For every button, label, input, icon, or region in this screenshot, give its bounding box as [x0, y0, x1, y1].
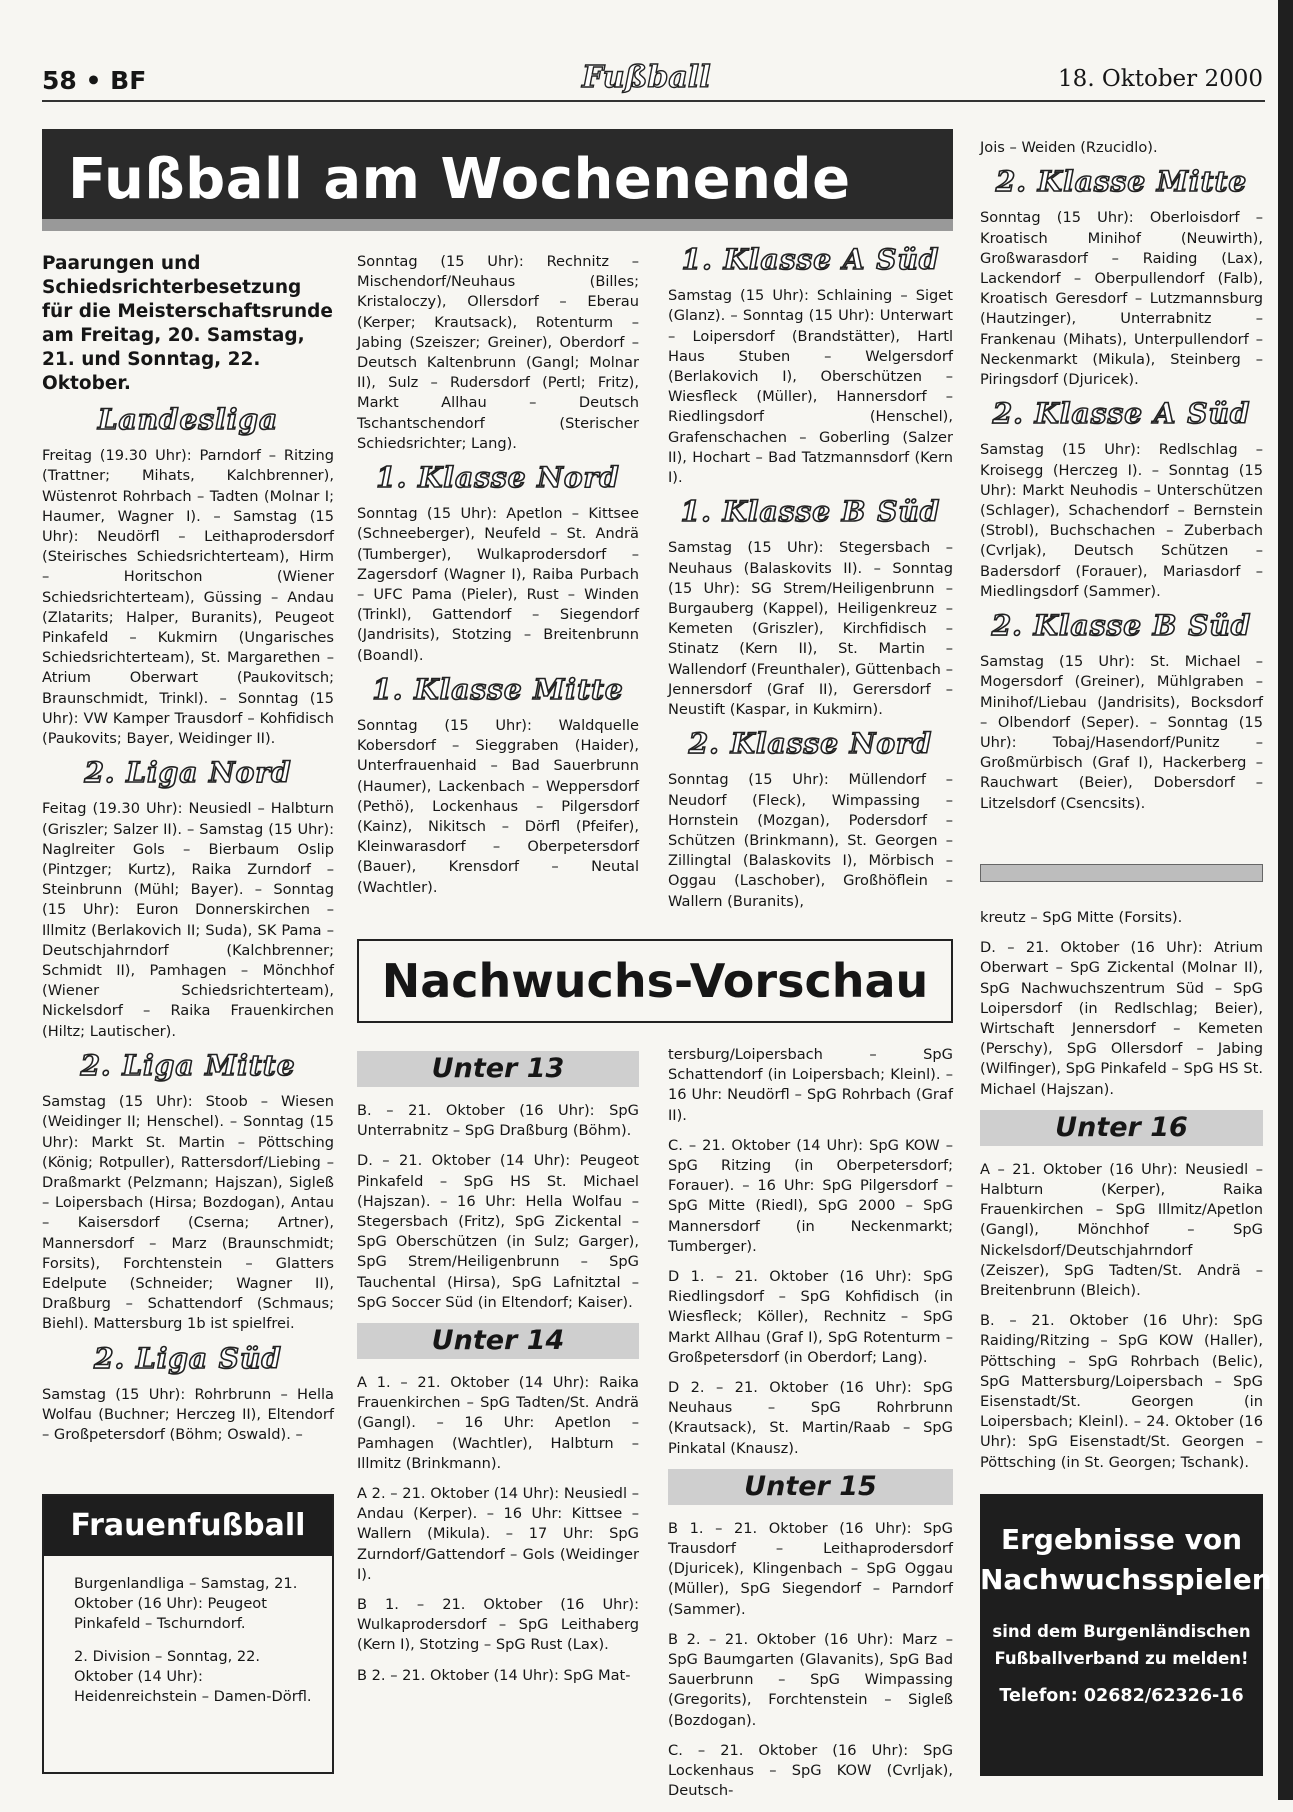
unter15-paragraph: B 2. – 21. Oktober (16 Uhr): Marz – SpG Baumgarten (Glavanits), SpG Bad Sauerbrunn – SpG Wimpassing (Gregorits), Forchtenstein – Sigleß (Bozdogan).	[668, 1630, 953, 1729]
landesliga-text: Freitag (19.30 Uhr): Parndorf – Ritzing (Trattner; Mihats, Kalchbrenner), Wüstenrot Rohrbach – Tadten (Molnar I; Haumer, Wagner I). – Samstag (15 Uhr): Neudörfl – Leithaprodersdorf (Steirisches Schiedsrichterteam), Hirm – Horitschon (Wiener Schiedsrichterteam), Güssing – Andau (Zlatarits; Halper, Buranits), Peugeot Pinkafeld – Kukmirn (Ungarisches Schiedsrichterteam), St. Margarethen – Atrium Oberwart (Paukovitsch; Braunschmidt, Trinkl). – Sonntag (15 Uhr): VW Kamper Trausdorf – Kohfidisch (Paukovits; Bayer, Weidinger II).	[42, 447, 334, 748]
unter16-paragraph: B. – 21. Oktober (16 Uhr): SpG Raiding/Ritzing – SpG KOW (Haller), Pöttsching – SpG Rohrbach (Belic), SpG Mattersburg/Loipersbach – SpG Eisenstadt/St. Georgen (in Loipersbach; Kleinl). – 24. Oktober (16 Uhr): SpG Eisenstadt/St. Georgen – Pöttsching (in St. Georgen; Tschank).	[980, 1312, 1263, 1471]
heading-1-klasse-nord: 1. Klasse Nord	[376, 461, 620, 495]
klasse2-a-sued-text: Samstag (15 Uhr): Redlschlag – Kroisegg (Herczeg I). – Sonntag (15 Uhr): Markt Neuhodis – Unterschützen (Schlager), Schachendorf – Bernstein (Strobl), Buchschachen – Zuberbach (Cvrljak), Deutsch Schützen – Badersdorf (Forauer), Mariasdorf – Miedlingsdorf (Sammer).	[980, 441, 1263, 600]
heading-2-klasse-a-sued: 2. Klasse A Süd	[992, 397, 1251, 431]
heading-1-klasse-b-sued: 1. Klasse B Süd	[680, 495, 941, 529]
column-1	[42, 252, 334, 1455]
heading-unter-15: Unter 15	[668, 1469, 953, 1505]
banner-title	[42, 129, 953, 231]
nachwuchs-column-4	[980, 908, 1263, 1483]
divider-bar	[980, 864, 1263, 882]
heading-1-klasse-mitte: 1. Klasse Mitte	[372, 672, 624, 706]
col2-top-text: Sonntag (15 Uhr): Rechnitz – Mischendorf/Neuhaus (Billes; Kristaloczy), Ollersdorf – Eberau (Kerper; Krautsack), Rotenturm – Jabing (Szeiszer; Greiner), Oberdorf – Deutsch Kaltenbrunn (Gangl; Molnar II), Sulz – Rudersdorf (Pertl; Fritz), Markt Allhau – Deutsch Tschantschendorf (Sterischer Schiedsrichter; Lang).	[357, 253, 639, 452]
heading-2-liga-mitte: 2. Liga Mitte	[80, 1048, 296, 1082]
frauen-paragraph: Burgenlandliga – Samstag, 21. Oktober (16 Uhr): Peugeot Pinkafeld – Tschurndorf.	[74, 1575, 298, 1633]
unter15-paragraph: C. – 21. Oktober (16 Uhr): SpG Lockenhaus – SpG KOW (Cvrljak), Deutsch-	[668, 1741, 953, 1800]
unter16-paragraph: A – 21. Oktober (16 Uhr): Neusiedl – Halbturn (Kerper), Raika Frauenkirchen – SpG Illmitz/Apetlon (Gangl), Mönchhof – SpG Nickelsdorf/Deutschjahrndorf (Zeiszer), SpG Tadten/St. Andrä – Breitenbrunn (Bleich).	[980, 1160, 1263, 1300]
liga2-mitte-text: Samstag (15 Uhr): Stoob – Wiesen (Weidinger II; Henschel). – Sonntag (15 Uhr): Markt St. Martin – Pöttsching (König; Rotpuller), Rattersdorf/Liebing – Draßmarkt (Pelzmann; Hajszan), Sigleß – Loipersbach (Hirsa; Bozdogan), Antau – Kaisersdorf (Cserna; Artner), Mannersdorf – Marz (Braunschmidt; Forsits), Forchtenstein – Glatters Edelpute (Schneider; Wagner II), Draßburg – Schattendorf (Schmaus; Biehl). Mattersburg 1b ist spielfrei.	[42, 1093, 334, 1333]
column-2-upper	[357, 252, 639, 908]
banner-title-text: Fußball am Wochenende	[68, 147, 851, 212]
col4-top-text: Jois – Weiden (Rzucidlo).	[980, 139, 1158, 156]
klasse1-b-sued-text: Samstag (15 Uhr): Stegersbach – Neuhaus (Balaskovits II). – Sonntag (15 Uhr): SG Strem/Heiligenbrunn – Burgauberg (Kappel), Heiligenkreuz – Kemeten (Griszler), Kirchfidisch – Stinatz (Kern II), St. Martin – Wallendorf (Freunthaler), Güttenbach – Jennersdorf (Graf II), Gerersdorf – Neustift (Kaspar, in Kukmirn).	[668, 539, 953, 719]
col3-paragraph: C. – 21. Oktober (14 Uhr): SpG KOW – SpG Ritzing (in Oberpetersdorf; Forauer). – 16 Uhr: SpG Pilgersdorf – SpG Mitte (Riedl), SpG 2000 – SpG Mannersdorf (in Neckenmarkt; Tumberger).	[668, 1136, 953, 1255]
heading-landesliga: Landesliga	[97, 403, 279, 436]
header-rule	[42, 100, 1265, 102]
intro-text: Paarungen und Schiedsrichterbesetzung für die Meisterschaftsrunde am Freitag, 20. Samstag, 21. und Sonntag, 22. Oktober.	[42, 253, 333, 394]
nachwuchs-column-3	[668, 1045, 953, 1812]
heading-unter-13: Unter 13	[357, 1051, 639, 1087]
ergebnisse-box	[980, 1494, 1272, 1776]
unter13-paragraph: D. – 21. Oktober (14 Uhr): Peugeot Pinkafeld – SpG HS St. Michael (Hajszan). – 16 Uhr: Hella Wolfau – Stegersbach (Fritz), SpG Zickental – SpG Oberschützen (in Sulz; Garger), SpG Strem/Heiligenbrunn – SpG Tauchental (Hirsa), SpG Lafnitztal – SpG Soccer Süd (in Eltendorf; Kaiser).	[357, 1152, 639, 1311]
section-logo: Fußball	[582, 60, 711, 95]
liga2-sued-text: Samstag (15 Uhr): Rohrbrunn – Hella Wolfau (Buchner; Herczeg II), Eltendorf – Großpetersdorf (Böhm; Oswald). –	[42, 1385, 334, 1444]
klasse1-nord-text: Sonntag (15 Uhr): Apetlon – Kittsee (Schneeberger), Neufeld – St. Andrä (Tumberger), Wulkaprodersdorf – Zagersdorf (Wagner I), Raiba Purbach – UFC Pama (Pieler), Rust – Winden (Trinkl), Gattendorf – Siegendorf (Jandrisits), Stotzing – Breitenbrunn (Boandl).	[357, 505, 639, 664]
col4-paragraph: D. – 21. Oktober (16 Uhr): Atrium Oberwart – SpG Zickental (Molnar II), SpG Nachwuchszentrum Süd – SpG Loipersdorf (in Redlschlag; Beier), Wirtschaft Jennersdorf – Kemeten (Perschy), SpG Ollersdorf – Jabing (Wilfinger), SpG Pinkafeld – SpG HS St. Michael (Hajszan).	[980, 939, 1263, 1098]
klasse1-a-sued-text: Samstag (15 Uhr): Schlaining – Siget (Glanz). – Sonntag (15 Uhr): Unterwart – Loipersdorf (Brandstätter), Hartl Haus Stuben – Welgersdorf (Berlakovich I), Oberschützen – Wiesfleck (Müller), Hannersdorf – Riedlingsdorf (Henschel), Grafenschachen – Goberling (Salzer II), Hochart – Bad Tatzmannsdorf (Kern I).	[668, 287, 953, 487]
issue-date: 18. Oktober 2000	[1058, 66, 1263, 92]
ergebnisse-body: sind dem Burgenländischen Fußballverband zu melden!	[992, 1622, 1251, 1668]
unter13-paragraph: B. – 21. Oktober (16 Uhr): SpG Unterrabnitz – SpG Draßburg (Böhm).	[357, 1102, 639, 1140]
col4-paragraph: kreutz – SpG Mitte (Forsits).	[980, 909, 1183, 926]
frauenfussball-box	[42, 1494, 334, 1774]
heading-2-liga-sued: 2. Liga Süd	[94, 1341, 282, 1375]
nachwuchs-title: Nachwuchs-Vorschau	[357, 939, 953, 1023]
heading-2-klasse-mitte: 2. Klasse Mitte	[995, 165, 1248, 199]
banner-strip	[42, 219, 953, 231]
ergebnisse-phone: Telefon: 02682/62326-16	[999, 1686, 1244, 1706]
klasse2-mitte-text: Sonntag (15 Uhr): Oberloisdorf – Kroatisch Minihof (Neuwirth), Großwarasdorf – Raiding (Lax), Lackendorf – Oberpullendorf (Falb), Kroatisch Geresdorf – Lutzmannsburg (Hautzinger), Unterrabnitz – Frankenau (Mihats), Unterpullendorf – Neckenmarkt (Mikula), Steinberg – Piringsdorf (Djuricek).	[980, 209, 1263, 389]
col3-paragraph: tersburg/Loipersbach – SpG Schattendorf (in Loipersbach; Kleinl). – 16 Uhr: Neudörfl – SpG Rohrbach (Graf II).	[668, 1046, 953, 1124]
heading-unter-16: Unter 16	[980, 1110, 1263, 1146]
heading-unter-14: Unter 14	[357, 1323, 639, 1359]
frauenfussball-title: Frauenfußball	[44, 1496, 332, 1556]
heading-1-klasse-a-sued: 1. Klasse A Süd	[681, 243, 940, 276]
column-3-upper	[668, 244, 953, 922]
heading-2-klasse-b-sued: 2. Klasse B Süd	[991, 609, 1252, 643]
unter14-paragraph: A 2. – 21. Oktober (14 Uhr): Neusiedl – Andau (Kerper). – 16 Uhr: Kittsee – Wallern (Mikula). – 17 Uhr: SpG Zurndorf/Gattendorf – Gols (Weidinger I).	[357, 1485, 639, 1583]
page-edge-shadow	[1278, 0, 1293, 1800]
klasse2-nord-text: Sonntag (15 Uhr): Müllendorf – Neudorf (Fleck), Wimpassing – Hornstein (Mozgan), Podersdorf – Schützen (Brinkmann), St. Georgen – Zillingtal (Balaskovits I), Mörbisch – Oggau (Laschober), Großhöflein – Wallern (Buranits),	[668, 771, 953, 910]
heading-2-klasse-nord: 2. Klasse Nord	[688, 727, 933, 761]
unter14-paragraph: B 1. – 21. Oktober (16 Uhr): Wulkaprodersdorf – SpG Leithaberg (Kern I), Stotzing – SpG Rust (Lax).	[357, 1596, 639, 1654]
nachwuchs-column-2	[357, 1045, 639, 1696]
unter14-paragraph: A 1. – 21. Oktober (14 Uhr): Raika Frauenkirchen – SpG Tadten/St. Andrä (Gangl). – 16 Uhr: Apetlon – Pamhagen (Wachtler), Halbturn – Illmitz (Brinkmann).	[357, 1374, 639, 1472]
col3-paragraph: D 2. – 21. Oktober (16 Uhr): SpG Neuhaus – SpG Rohrbrunn (Krautsack), St. Martin/Raab – SpG Pinkatal (Knausz).	[668, 1379, 953, 1457]
frauen-paragraph: 2. Division – Sonntag, 22. Oktober (14 Uhr): Heidenreichstein – Damen-Dörfl.	[74, 1647, 312, 1706]
unter14-paragraph: B 2. – 21. Oktober (14 Uhr): SpG Mat-	[357, 1666, 631, 1684]
page-label: 58 • BF	[42, 66, 147, 95]
column-4-upper	[980, 138, 1263, 824]
klasse2-b-sued-text: Samstag (15 Uhr): St. Michael – Mogersdorf (Greiner), Mühlgraben – Minihof/Liebau (Jandrisits), Bocksdorf – Olbendorf (Seper). – Sonntag (15 Uhr): Tobaj/Hasendorf/Punitz – Großmürbisch (Graf I), Hackerberg – Rauchwart (Beier), Dobersdorf – Litzelsdorf (Csencsits).	[980, 653, 1263, 812]
heading-2-liga-nord: 2. Liga Nord	[84, 756, 292, 790]
unter15-paragraph: B 1. – 21. Oktober (16 Uhr): SpG Trausdorf – Leithaprodersdorf (Djuricek), Klingenbach – SpG Oggau (Müller), SpG Siegendorf – Parndorf (Sammer).	[668, 1519, 953, 1618]
col3-paragraph: D 1. – 21. Oktober (16 Uhr): SpG Riedlingsdorf – SpG Kohfidisch (in Wiesfleck; Köller), Rechnitz – SpG Markt Allhau (Graf I), SpG Rotenturm – Großpetersdorf (in Oberdorf; Lang).	[668, 1268, 953, 1366]
klasse1-mitte-text: Sonntag (15 Uhr): Waldquelle Kobersdorf – Sieggraben (Haider), Unterfrauenhaid – Bad Sauerbrunn (Haumer), Lackenbach – Weppersdorf (Pethö), Lockenhaus – Pilgersdorf (Kainz), Nikitsch – Dörfl (Pfeifer), Kleinwarasdorf – Oberpetersdorf (Bauer), Krensdorf – Neutal (Wachtler).	[357, 717, 639, 896]
liga2-nord-text: Feitag (19.30 Uhr): Neusiedl – Halbturn (Griszler; Salzer II). – Samstag (15 Uhr): Naglreiter Gols – Bierbaum Oslip (Pintzger; Kurtz), Raika Zurndorf – Steinbrunn (Mühl; Bayer). – Sonntag (15 Uhr): Euron Donnerskirchen – Illmitz (Berlakovich II; Suda), SK Pama – Deutschjahrndorf (Kalchbrenner; Schmidt II), Pamhagen – Mönchhof (Wiener Schiedsrichterteam), Nickelsdorf – Raika Frauenkirchen (Hiltz; Lautischer).	[42, 800, 334, 1040]
ergebnisse-title: Ergebnisse von Nachwuchsspielen	[980, 1523, 1272, 1596]
